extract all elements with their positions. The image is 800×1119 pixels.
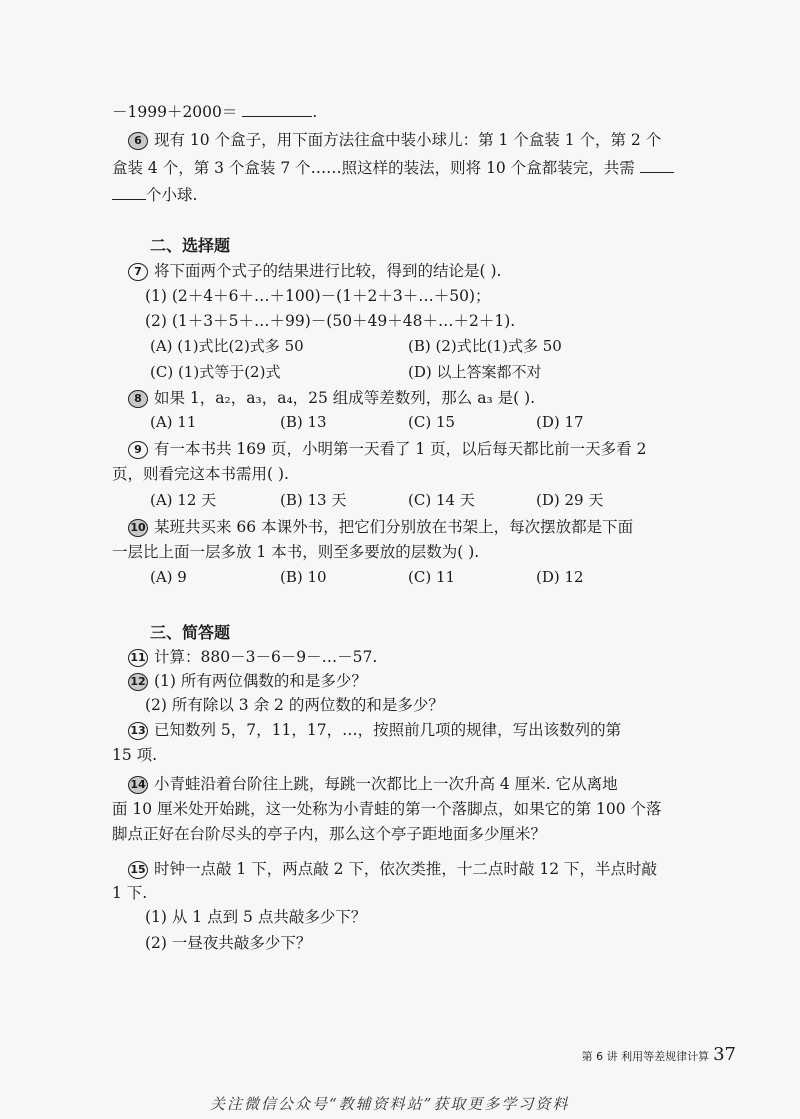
question-number-12: 12	[128, 673, 148, 691]
option-b: (B) 13	[280, 413, 327, 431]
question-number-7: 7	[128, 263, 148, 281]
answer-blank	[242, 102, 312, 117]
question-7-options-row-1	[150, 335, 562, 357]
question-number-6: 6	[128, 132, 148, 150]
question-15-part-2: (2) 一昼夜共敲多少下？	[145, 934, 312, 952]
question-10-line-1: 10 某班共买来 66 本课外书，把它们分别放在书架上，每次摆放都是下面	[128, 516, 633, 538]
line-equation-tail: －1999＋2000＝ .	[112, 103, 318, 121]
question-8-options	[150, 411, 584, 433]
question-9-line-2: 页，则看完这本书需用( ).	[112, 465, 289, 483]
question-7-options-row-2	[150, 361, 542, 383]
question-7-expr-2: (2) (1＋3＋5＋…＋99)－(50＋49＋48＋…＋2＋1).	[145, 312, 516, 330]
question-number-8: 8	[128, 390, 148, 408]
option-a: (A) (1)式比(2)式多 50	[150, 337, 304, 355]
question-14-line-2: 面 10 厘米处开始跳，这一处称为小青蛙的第一个落脚点，如果它的第 100 个落	[112, 800, 662, 818]
question-10-line-2: 一层比上面一层多放 1 本书，则至多要放的层数为( ).	[112, 543, 480, 561]
watermark: 关注微信公众号“教辅资料站”获取更多学习资料	[210, 1095, 570, 1113]
option-a: (A) 9	[150, 568, 187, 586]
answer-blank	[112, 185, 146, 200]
section-heading-short-answer: 三、简答题	[150, 623, 231, 642]
option-c: (C) (1)式等于(2)式	[150, 363, 281, 381]
question-number-14: 14	[128, 776, 148, 794]
question-6-line-2: 盒装 4 个，第 3 个盒装 7 个……照这样的装法，则将 10 个盒都装完，共需	[112, 157, 674, 179]
question-11: 11 计算：880－3－6－9－…－57.	[128, 646, 377, 668]
question-number-10: 10	[128, 519, 148, 537]
question-13-line-2: 15 项.	[112, 746, 158, 764]
question-7-stem: 7 将下面两个式子的结果进行比较，得到的结论是( ).	[128, 260, 501, 282]
chapter-title: 第 6 讲 利用等差规律计算	[581, 1050, 710, 1063]
question-10-options	[150, 566, 584, 588]
page-number: 37	[713, 1044, 736, 1065]
question-6-line-1: 6 现有 10 个盒子，用下面方法往盒中装小球儿：第 1 个盒装 1 个，第 2 个	[128, 129, 661, 151]
question-14-line-1: 14 小青蛙沿着台阶往上跳，每跳一次都比上一次升高 4 厘米. 它从离地	[128, 773, 618, 795]
option-d: (D) 以上答案都不对	[408, 363, 542, 381]
question-7-expr-1: (1) (2＋4＋6＋…＋100)－(1＋2＋3＋…＋50)；	[145, 287, 491, 305]
question-9-options	[150, 489, 603, 511]
question-number-15: 15	[128, 861, 148, 879]
question-12-part-2: (2) 所有除以 3 余 2 的两位数的和是多少？	[145, 696, 444, 714]
option-c: (C) 11	[408, 568, 456, 586]
option-c: (C) 15	[408, 413, 456, 431]
question-15-line-1: 15 时钟一点敲 1 下，两点敲 2 下，依次类推，十二点时敲 12 下，半点时敲	[128, 858, 657, 880]
question-15-line-2: 1 下.	[112, 884, 148, 902]
option-b: (B) (2)式比(1)式多 50	[408, 337, 562, 355]
question-8-stem: 8 如果 1，a₂，a₃，a₄，25 组成等差数列，那么 a₃ 是( ).	[128, 387, 535, 409]
question-9-line-1: 9 有一本书共 169 页，小明第一天看了 1 页，以后每天都比前一天多看 2	[128, 438, 646, 460]
option-a: (A) 12 天	[150, 491, 217, 509]
question-number-9: 9	[128, 441, 148, 459]
question-14-line-3: 脚点正好在台阶尽头的亭子内，那么这个亭子距地面多少厘米？	[112, 825, 547, 843]
question-number-13: 13	[128, 722, 148, 740]
question-13-line-1: 13 已知数列 5，7，11，17，…，按照前几项的规律，写出该数列的第	[128, 719, 621, 741]
question-number-11: 11	[128, 649, 148, 667]
question-12-part-1: 12 (1) 所有两位偶数的和是多少？	[128, 670, 367, 692]
option-b: (B) 10	[280, 568, 327, 586]
option-d: (D) 12	[536, 568, 584, 586]
page-footer	[582, 1044, 736, 1065]
section-heading-choice: 二、选择题	[150, 236, 231, 255]
option-b: (B) 13 天	[280, 491, 347, 509]
question-15-part-1: (1) 从 1 点到 5 点共敲多少下？	[145, 908, 367, 926]
answer-blank	[640, 158, 674, 173]
option-d: (D) 17	[536, 413, 584, 431]
option-d: (D) 29 天	[536, 491, 604, 509]
question-6-line-3: 个小球.	[112, 184, 197, 206]
option-c: (C) 14 天	[408, 491, 475, 509]
option-a: (A) 11	[150, 413, 197, 431]
